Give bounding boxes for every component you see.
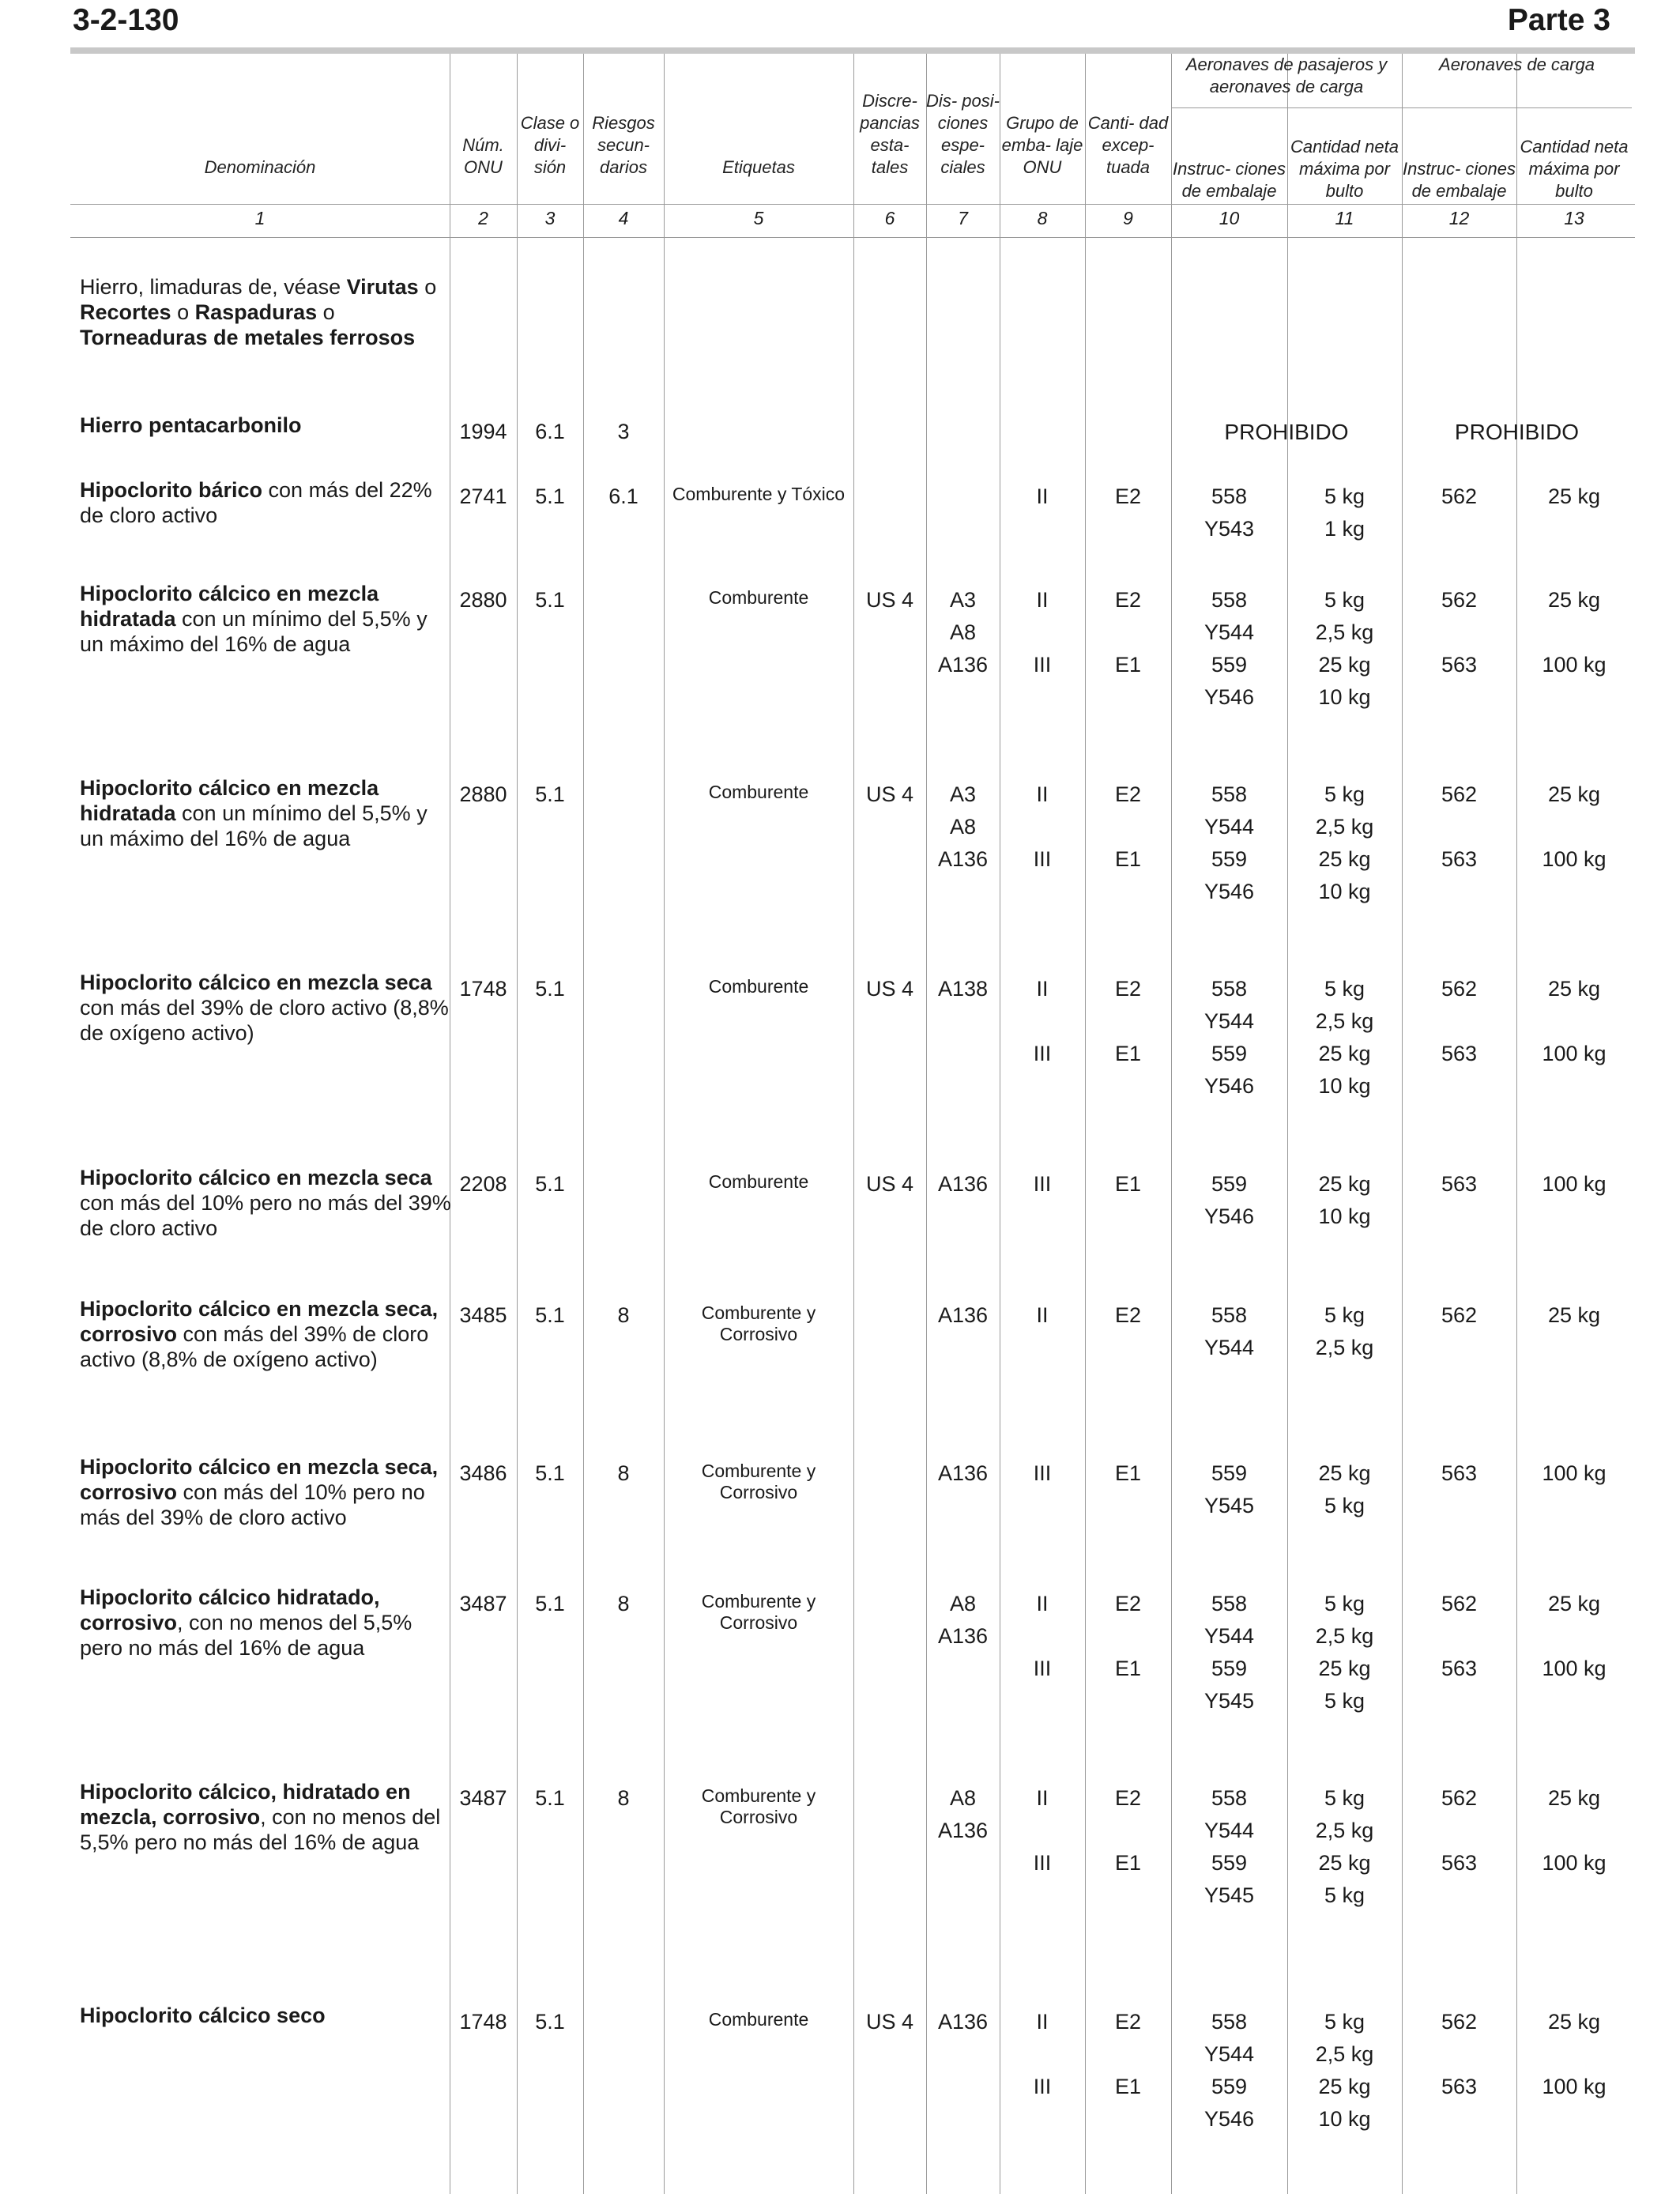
entry-name-text: , con no menos del 5,5% pero no más del 16% de agua (80, 1611, 412, 1660)
cell-sp: A8 A136 (937, 1786, 989, 1842)
col-number: 1 (254, 208, 266, 228)
column-number-divider (70, 237, 1635, 238)
column-divider (517, 54, 518, 2194)
col-number: 12 (1448, 208, 1470, 228)
col-header-qty-cargo: Cantidad neta máxima por bulto (1520, 137, 1629, 201)
cell-pi_p: 558 Y544 559 Y546 (1203, 2010, 1255, 2131)
cell-pi_c: 562 (1441, 484, 1478, 508)
cell-sub: 6.1 (608, 484, 638, 508)
cell-eq: E2 E1 (1114, 782, 1142, 871)
entry-name-text: con más del 22% de cloro activo (80, 478, 432, 527)
cell-pg: II III (1033, 1786, 1052, 1875)
cell-pi_c: 562 563 (1441, 2010, 1478, 2098)
cell-q_p: 5 kg 2,5 kg 25 kg 5 kg (1315, 1786, 1374, 1907)
cell-cls: 5.1 (535, 1592, 565, 1615)
cell-pi_p: 558 Y544 559 Y545 (1203, 1592, 1255, 1713)
cell-labels: Comburente y Tóxico (672, 484, 846, 504)
entry-name-text: con más del 10% pero no más del 39% de cloro activo (80, 1480, 425, 1529)
cell-q_c: 25 kg 100 kg (1542, 2010, 1607, 2098)
entry-name-bold: Hierro pentacarbonilo (80, 413, 302, 437)
prohibited-passenger: PROHIBIDO (1224, 420, 1349, 444)
cell-cls: 5.1 (535, 588, 565, 612)
entry-name-text: con más del 39% de cloro activo (8,8% de oxígeno activo) (80, 1322, 429, 1371)
cell-labels: Comburente y Corrosivo (701, 1461, 816, 1502)
col-number: 3 (544, 208, 556, 228)
entry-name (80, 477, 451, 528)
col-number: 10 (1219, 208, 1240, 228)
col-header-pi-passenger: Instruc- ciones de embalaje (1172, 159, 1286, 201)
col-header-name: Denominación (204, 157, 316, 177)
cell-sp: A136 (937, 1303, 989, 1327)
cell-labels: Comburente y Corrosivo (701, 1591, 816, 1633)
col-number: 11 (1335, 208, 1354, 228)
cell-pi_c: 563 (1441, 1461, 1478, 1485)
column-divider (664, 54, 665, 2194)
cell-un: 3486 (459, 1461, 507, 1485)
entry-name-bold: Hipoclorito cálcico en mezcla seca (80, 971, 432, 994)
cell-q_p: 25 kg 5 kg (1318, 1461, 1371, 1517)
cell-q_c: 25 kg 100 kg (1542, 977, 1607, 1065)
col-header-special: Dis- posi- ciones espe- ciales (926, 91, 1000, 177)
part-label: Parte 3 (1507, 3, 1610, 37)
col-number: 9 (1123, 208, 1133, 228)
entry-name (80, 1779, 451, 1855)
cell-eq: E2 E1 (1114, 977, 1142, 1065)
col-number: 13 (1564, 208, 1584, 228)
col-header-un: Núm. ONU (462, 135, 504, 177)
cell-pi_c: 563 (1441, 1172, 1478, 1196)
cell-var: US 4 (865, 588, 914, 612)
cell-q_p: 5 kg 2,5 kg (1315, 1303, 1374, 1359)
cell-labels: Comburente (708, 1171, 809, 1192)
cell-q_c: 25 kg 100 kg (1542, 588, 1607, 677)
group-header-cargo: Aeronaves de carga (1439, 55, 1595, 74)
cell-pg: II (1036, 484, 1049, 508)
entry-name-bold: Hipoclorito cálcico en mezcla hidratada (80, 776, 379, 825)
col-header-qty-passenger: Cantidad neta máxima por bulto (1290, 137, 1399, 201)
cell-cls: 5.1 (535, 2010, 565, 2034)
cell-q_c: 25 kg 100 kg (1542, 1592, 1607, 1680)
entry-name (80, 1165, 451, 1241)
cell-pg: II (1036, 1303, 1049, 1327)
page-number: 3-2-130 (73, 3, 179, 37)
entry-name-bold: Hipoclorito cálcico en mezcla hidratada (80, 582, 379, 631)
cell-q_c: 25 kg (1547, 484, 1601, 508)
cell-sub: 8 (617, 1786, 630, 1810)
cell-var: US 4 (865, 782, 914, 806)
cell-pi_p: 558 Y544 559 Y546 (1203, 588, 1255, 709)
cell-eq: E1 (1114, 1461, 1142, 1485)
entry-name (80, 581, 451, 657)
cell-pi_p: 558 Y544 559 Y545 (1203, 1786, 1255, 1907)
group-header-passenger: Aeronaves de pasajeros y aeronaves de carga (1185, 55, 1388, 96)
entry-name (80, 1585, 451, 1661)
entry-name-bold: Virutas (346, 275, 419, 299)
entry-name (80, 413, 451, 438)
cell-pi_c: 562 563 (1441, 1786, 1478, 1875)
cell-pg: III (1033, 1461, 1052, 1485)
entry-name-bold: Hipoclorito bárico (80, 478, 263, 502)
cell-var: US 4 (865, 2010, 914, 2034)
cell-sp: A3 A8 A136 (937, 588, 989, 677)
prohibited-cargo: PROHIBIDO (1454, 420, 1580, 444)
entry-name-text: Hierro, limaduras de, véase (80, 275, 347, 299)
cell-q_p: 5 kg 2,5 kg 25 kg 10 kg (1315, 2010, 1374, 2131)
col-number: 2 (478, 208, 488, 228)
cell-q_c: 25 kg 100 kg (1542, 782, 1607, 871)
cell-pg: II III (1033, 2010, 1052, 2098)
col-header-pi-cargo: Instruc- ciones de embalaje (1402, 159, 1516, 201)
cell-pi_p: 558 Y543 (1203, 484, 1255, 541)
cell-eq: E2 E1 (1114, 1786, 1142, 1875)
entry-name (80, 775, 451, 851)
entry-name-text: o (418, 275, 437, 299)
cell-cls: 5.1 (535, 1786, 565, 1810)
col-number: 4 (618, 208, 629, 228)
cell-q_c: 100 kg (1542, 1172, 1607, 1196)
cell-labels: Comburente (708, 976, 809, 997)
entry-name-bold: Hipoclorito cálcico, hidratado en mezcla, corrosivo (80, 1780, 411, 1829)
column-divider (926, 54, 927, 2194)
cell-cls: 5.1 (535, 977, 565, 1001)
col-number: 8 (1037, 208, 1048, 228)
cell-pi_p: 559 Y546 (1203, 1172, 1255, 1228)
cell-pg: II III (1033, 782, 1052, 871)
cell-eq: E2 (1114, 484, 1142, 508)
cell-q_p: 5 kg 1 kg (1324, 484, 1365, 541)
dangerous-goods-table (70, 54, 1635, 2194)
cell-q_c: 25 kg (1547, 1303, 1601, 1327)
entry-name-text: , con no menos del 5,5% pero no más del 16% de agua (80, 1805, 441, 1854)
cell-q_c: 100 kg (1542, 1461, 1607, 1485)
cell-q_p: 25 kg 10 kg (1318, 1172, 1371, 1228)
cell-pi_p: 559 Y545 (1203, 1461, 1255, 1517)
cell-cls: 5.1 (535, 1172, 565, 1196)
entry-name-bold: Raspaduras (194, 300, 318, 324)
cell-cls: 5.1 (535, 1461, 565, 1485)
entry-name-text: o (317, 300, 335, 324)
entry-name (80, 274, 451, 350)
cell-pi_p: 558 Y544 (1203, 1303, 1255, 1359)
cell-pi_c: 562 563 (1441, 588, 1478, 677)
col-header-variations: Discre- pancias esta- tales (860, 91, 920, 177)
entry-name-text: con un mínimo del 5,5% y un máximo del 16% de agua (80, 801, 428, 850)
cell-labels: Comburente y Corrosivo (701, 1302, 816, 1344)
cell-eq: E2 E1 (1114, 2010, 1142, 2098)
entry-name-text: con más del 39% de cloro activo (8,8% de oxígeno activo) (80, 996, 449, 1045)
cell-labels: Comburente y Corrosivo (701, 1785, 816, 1827)
col-header-labels: Etiquetas (722, 157, 795, 177)
cell-q_p: 5 kg 2,5 kg 25 kg 10 kg (1315, 782, 1374, 903)
cell-pg: II III (1033, 1592, 1052, 1680)
cell-pi_p: 558 Y544 559 Y546 (1203, 782, 1255, 903)
cell-eq: E1 (1114, 1172, 1142, 1196)
cell-un: 1748 (459, 2010, 507, 2034)
cell-un: 2208 (459, 1172, 507, 1196)
cell-pg: III (1033, 1172, 1052, 1196)
col-header-subrisk: Riesgos secun- darios (592, 113, 655, 177)
cell-sp: A136 (937, 1461, 989, 1485)
entry-name-text: o (171, 300, 195, 324)
cell-sub: 3 (617, 420, 630, 443)
cell-labels: Comburente (708, 587, 809, 608)
cell-pi_c: 562 (1441, 1303, 1478, 1327)
cell-cls: 6.1 (535, 420, 565, 443)
cell-cls: 5.1 (535, 1303, 565, 1327)
cell-cls: 5.1 (535, 484, 565, 508)
column-divider (853, 54, 854, 2194)
cell-un: 3487 (459, 1786, 507, 1810)
entry-name-bold: Recortes (80, 300, 171, 324)
cell-pi_c: 562 563 (1441, 1592, 1478, 1680)
entry-name (80, 1454, 451, 1530)
cell-q_p: 5 kg 2,5 kg 25 kg 10 kg (1315, 588, 1374, 709)
cell-un: 3487 (459, 1592, 507, 1615)
entry-name-bold: Hipoclorito cálcico hidratado, corrosivo (80, 1585, 380, 1634)
cell-sub: 8 (617, 1592, 630, 1615)
cell-un: 1748 (459, 977, 507, 1001)
entry-name-bold: Torneaduras de metales ferrosos (80, 326, 416, 349)
cell-var: US 4 (865, 977, 914, 1001)
entry-name-bold: Hipoclorito cálcico en mezcla seca, corrosivo (80, 1297, 439, 1346)
col-number: 5 (753, 208, 764, 228)
cell-un: 2880 (459, 782, 507, 806)
cell-eq: E2 (1114, 1303, 1142, 1327)
entry-name (80, 2003, 451, 2028)
cell-pi_c: 562 563 (1441, 782, 1478, 871)
cell-sp: A136 (937, 1172, 989, 1196)
entry-name-text: con un mínimo del 5,5% y un máximo del 16% de agua (80, 607, 428, 656)
cell-sp: A136 (937, 2010, 989, 2034)
cell-sub: 8 (617, 1461, 630, 1485)
entry-name-bold: Hipoclorito cálcico seco (80, 2004, 326, 2027)
column-divider (583, 54, 584, 2194)
cell-un: 2880 (459, 588, 507, 612)
entry-name (80, 1296, 451, 1372)
cell-pg: II III (1033, 588, 1052, 677)
cell-sub: 8 (617, 1303, 630, 1327)
cell-eq: E2 E1 (1114, 588, 1142, 677)
cell-labels: Comburente (708, 782, 809, 802)
cell-var: US 4 (865, 1172, 914, 1196)
cell-pg: II III (1033, 977, 1052, 1065)
col-header-packing-group: Grupo de emba- laje ONU (1001, 113, 1083, 177)
entry-name-text: con más del 10% pero no más del 39% de cloro activo (80, 1191, 451, 1240)
cell-cls: 5.1 (535, 782, 565, 806)
cell-sp: A8 A136 (937, 1592, 989, 1648)
col-header-class: Clase o divi- sión (520, 113, 580, 177)
entry-name (80, 970, 451, 1046)
cell-un: 2741 (459, 484, 507, 508)
cell-sp: A3 A8 A136 (937, 782, 989, 871)
cell-eq: E2 E1 (1114, 1592, 1142, 1680)
col-number: 6 (884, 208, 895, 228)
header-rule (70, 47, 1635, 54)
col-header-excepted: Canti- dad excep- tuada (1087, 113, 1169, 177)
entry-name-bold: Hipoclorito cálcico en mezcla seca (80, 1166, 432, 1189)
cell-q_p: 5 kg 2,5 kg 25 kg 5 kg (1315, 1592, 1374, 1713)
entry-name-bold: Hipoclorito cálcico en mezcla seca, corrosivo (80, 1455, 439, 1504)
cell-un: 1994 (459, 420, 507, 443)
cell-sp: A138 (937, 977, 989, 1001)
cell-pi_c: 562 563 (1441, 977, 1478, 1065)
cell-labels: Comburente (708, 2009, 809, 2030)
cell-q_p: 5 kg 2,5 kg 25 kg 10 kg (1315, 977, 1374, 1098)
cell-q_c: 25 kg 100 kg (1542, 1786, 1607, 1875)
col-number: 7 (958, 208, 968, 228)
cell-pi_p: 558 Y544 559 Y546 (1203, 977, 1255, 1098)
cell-un: 3485 (459, 1303, 507, 1327)
